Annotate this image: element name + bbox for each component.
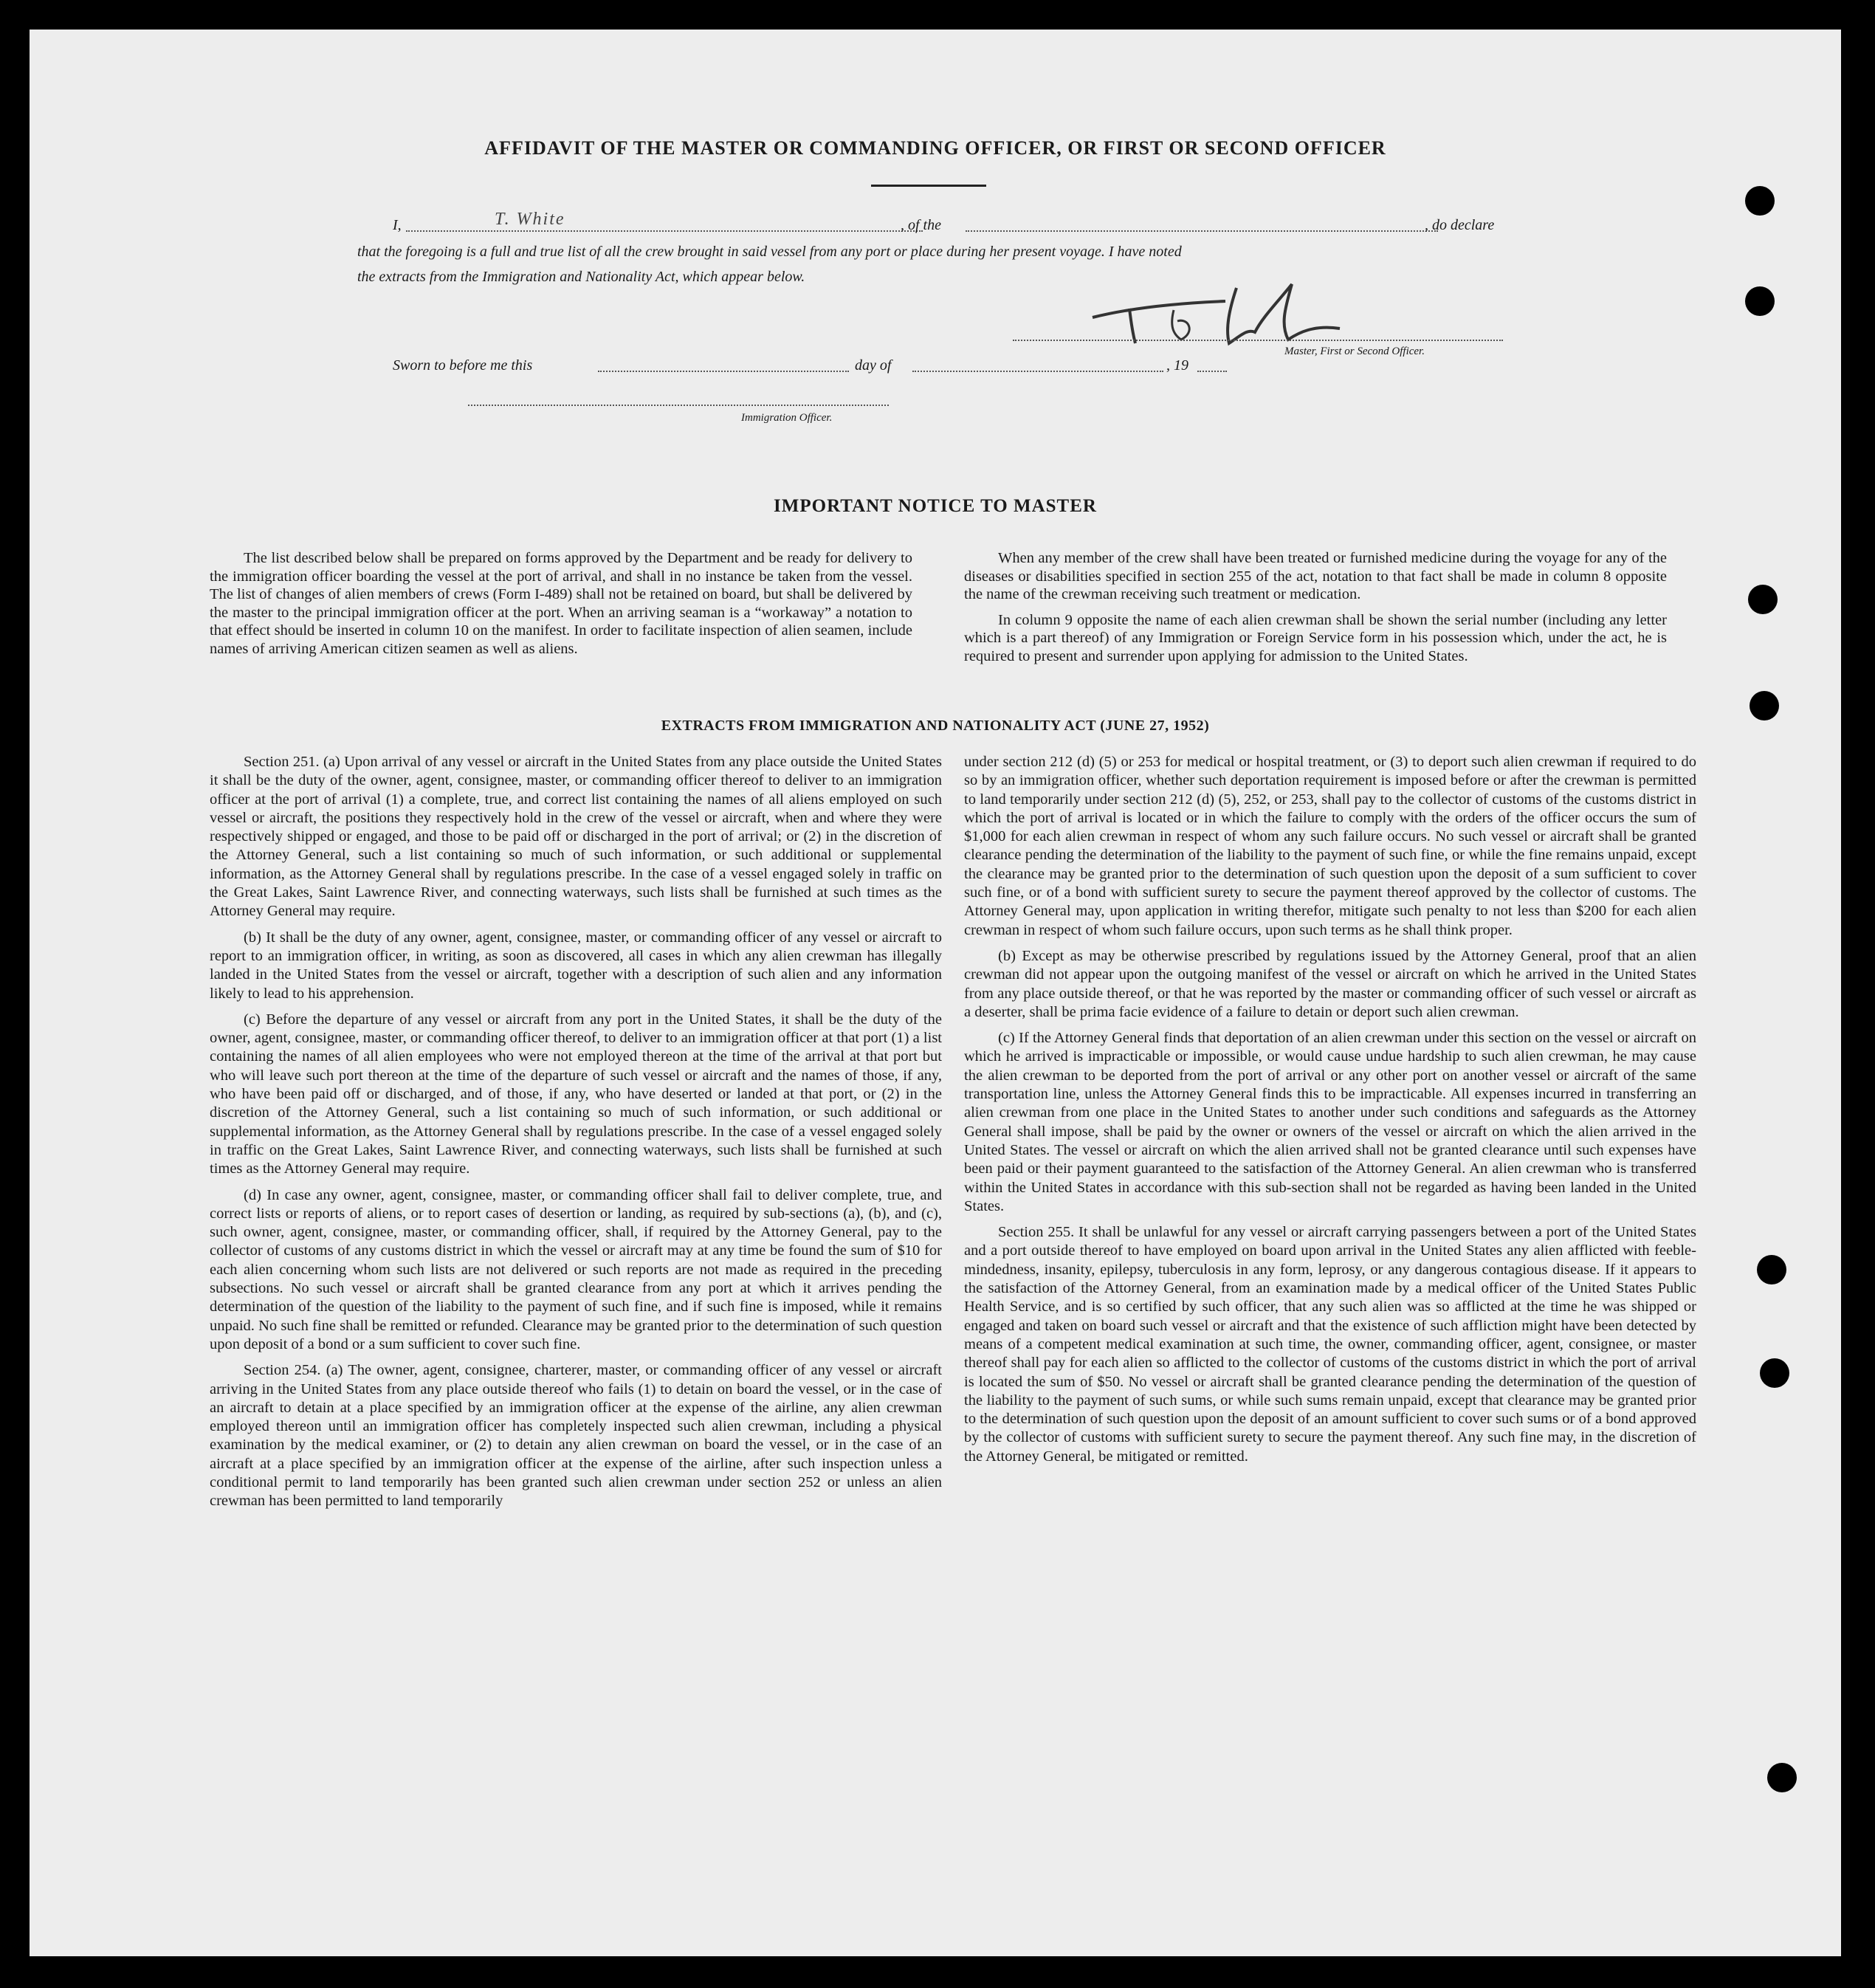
notice-title: IMPORTANT NOTICE TO MASTER bbox=[774, 496, 1097, 516]
punch-hole bbox=[1748, 585, 1778, 614]
day-of-label: day of bbox=[855, 357, 892, 374]
notice-left-paragraph: The list described below shall be prepared on forms approved by the Department and be ready for delivery to the immigration officer boarding the vessel at the port of arrival, and shall in no instance be taken from the vessel. The list of changes of alien members of crews (Form I-489) shall not be retained on board, but shall be delivered by the master to the principal immigration officer at the port. When an arriving seaman is a “workaway” a notation to that effect should be inserted in column 10 on the manifest. In order to facilitate inspection of alien seamen, include names of arriving American citizen seamen as well as aliens. bbox=[210, 550, 912, 657]
signature-line[interactable] bbox=[1013, 340, 1503, 341]
punch-hole bbox=[1757, 1255, 1786, 1284]
section-251-d: (d) In case any owner, agent, consignee, master, or commanding officer shall fail to deliver complete, true, and correct lists or reports of aliens, or to report cases of desertion or landing, as required by sub-sections (a), (b), and (c), such owner, agent, consignee, master, or commanding officer, shall, if required by the Attorney General, pay to the collector of customs of any customs district in which the vessel or aircraft may at any time be found the sum of $10 for each alien concerning whom such lists are not delivered or such reports are not made as required in the preceding subsections. No such vessel or aircraft shall be granted clearance from any port at which it arrives pending the determination of the question of the liability to the payment of such fine, and if such fine is imposed, while it remains unpaid. No such fine shall be remitted or refunded. Clearance may be granted prior to the determination of such question upon deposit of a bond or a sum sufficient to cover such fine. bbox=[210, 1186, 942, 1352]
do-declare-label: , do declare bbox=[1425, 217, 1495, 233]
signature-caption: Master, First or Second Officer. bbox=[1284, 345, 1425, 357]
punch-hole bbox=[1750, 691, 1779, 720]
i-label: I, bbox=[393, 217, 402, 233]
document-page bbox=[30, 30, 1841, 1956]
title-rule bbox=[871, 185, 986, 187]
notice-right-paragraph-1: When any member of the crew shall have been treated or furnished medicine during the voyage for any of the diseases or disabilities specified in section 255 of the act, notation to that fact shall be made in column 8 opposite the name of the crewman receiving such treatment or medication. bbox=[964, 550, 1667, 603]
section-254-a: Section 254. (a) The owner, agent, consignee, charterer, master, or commanding officer of any vessel or aircraft arriving in the United States from any place outside thereof who fails (1) to detain on board the vessel, or in the case of an aircraft to detain at a place specified by an immigration officer at the expense of the airline, any alien crewman employed thereon until an immigration officer has completely inspected such alien crewman, including a physical examination by the medical examiner, or (2) to detain any alien crewman on board the vessel, or in the case of an aircraft at a place specified by an immigration officer at the expense of the airline, after such inspection unless a conditional permit to land temporarily has been granted such alien crewman under section 252 or unless an alien crewman has been permitted to land temporarily bbox=[210, 1362, 942, 1510]
sworn-label: Sworn to before me this bbox=[393, 357, 533, 374]
section-251-c: (c) Before the departure of any vessel or aircraft from any port in the United States, it shall be the duty of the owner, agent, consignee, master, or commanding officer thereof, to deliver to an immigration officer at that port (1) a list containing the names of all alien employees who were not employed thereon at the time of the arrival at that port but who will leave such port thereon at the time of the departure of such vessel or aircraft and the names of those, if any, who have been paid off or discharged, and of those, if any, who have deserted or landed at that port, or (2) in the discretion of the Attorney General, such a list containing so much of such information, or such additional or supplemental information, as the Attorney General shall by regulations prescribe. In the case of a vessel engaged solely in traffic on the Great Lakes, Saint Lawrence River, and connecting waterways, such lists shall be furnished at such times as the Attorney General may require. bbox=[210, 1011, 942, 1177]
punch-hole bbox=[1767, 1763, 1797, 1792]
year-label: , 19 bbox=[1166, 357, 1188, 374]
vessel-field[interactable] bbox=[966, 230, 1438, 232]
section-254-a-continued: under section 212 (d) (5) or 253 for medical or hospital treatment, or (3) to deport such alien crewman if required to do so by an immigration officer, whether such deportation requirement is imposed before or after the crewman is permitted to land temporarily under section 212 (d) (5), 252, or 253, shall pay to the collector of customs of the customs district in which the port of arrival is located or in which the failure to comply with the orders of the officer occurs the sum of $1,000 for each alien crewman in respect of whom any such failure occurs. No such vessel or aircraft shall be granted clearance pending the determination of the liability to the payment of such fine, or while the fine remains unpaid, except the clearance may be granted prior to the determination of such question upon the deposit of a sum sufficient to cover such fine, or of a bond with sufficient surety to secure the payment thereof approved by the collector of customs. The Attorney General may, upon application in writing therefor, mitigate such penalty to not less than $200 for each alien crewman in respect of whom such failure occurs, upon such terms as he shall think proper. bbox=[964, 754, 1696, 938]
section-251-a: Section 251. (a) Upon arrival of any vessel or aircraft in the United States from any place outside the United States it shall be the duty of the owner, agent, consignee, master, or commanding officer thereof to deliver to an immigration officer at the port of arrival (1) a complete, true, and correct list containing the names of all aliens employed on such vessel or aircraft, the positions they respectively hold in the crew of the vessel or aircraft, when and where they were respectively shipped or engaged, and those to be paid off or discharged in the port of arrival; or (2) in the discretion of the Attorney General, such a list containing so much of such information, or such additional or supplemental information, as the Attorney General shall by regulations prescribe. In the case of a vessel engaged solely in traffic on the Great Lakes, Saint Lawrence River, and connecting waterways, such lists shall be furnished at such times as the Attorney General may require. bbox=[210, 754, 942, 920]
handwritten-name: T. White bbox=[495, 210, 565, 229]
section-254-b: (b) Except as may be otherwise prescribed by regulations issued by the Attorney General, proof that an alien crewman did not appear upon the outgoing manifest of the vessel or aircraft on which he arrived in the United States from any place outside thereof, or that he was reported by the master or commanding officer of such vessel or aircraft as a deserter, shall be prima facie evidence of a failure to detain or deport such alien crewman. bbox=[964, 947, 1696, 1020]
section-255: Section 255. It shall be unlawful for any vessel or aircraft carrying passengers between a port of the United States and a port outside thereof to have employed on board upon arrival in the United States any alien afflicted with feeble-mindedness, insanity, epilepsy, tuberculosis in any form, leprosy, or any dangerous contagious disease. If it appears to the satisfaction of the Attorney General, from an examination made by a medical officer of the United States Public Health Service, and is so certified by such officer, that any such alien was so afflicted at the time he was shipped or engaged and taken on board such vessel or aircraft and that the existence of such affliction might have been detected by means of a competent medical examination at such time, the owner, commanding officer, agent, consignee, or master thereof shall pay for each alien so afflicted to the collector of customs of the customs district in which the port of arrival is located the sum of $50. No vessel or aircraft shall be granted clearance pending the determination of the question of the liability to the payment of such sums, or while such sums remain unpaid, except that clearance may be granted prior to the determination of such question upon the deposit of an amount sufficient to cover such sums or of a bond approved by the collector of customs with sufficient surety to secure the payment thereof. Any such fine may, in the discretion of the Attorney General, be mitigated or remitted. bbox=[964, 1224, 1696, 1465]
affidavit-line-2: that the foregoing is a full and true list of all the crew brought in said vessel from any port or place during her present voyage. I have noted bbox=[357, 244, 1182, 260]
section-254-c: (c) If the Attorney General finds that deportation of an alien crewman under this section on the vessel or aircraft on which he arrived is impracticable or impossible, or would cause undue hardship to such alien crewman, he may cause the alien crewman to be deported from the port of arrival or any other port on another vessel or aircraft of the same transportation line, unless the Attorney General finds this to be impracticable. All expenses incurred in transferring an alien crewman from one place in the United States to another under such conditions and safeguards as the Attorney General shall impose, shall be paid by the owner or owners of the vessel or aircraft on which the alien arrived in the United States. The vessel or aircraft on which the alien arrived shall not be granted clearance until such expenses have been paid or their payment guaranteed to the satisfaction of the Attorney General. An alien crewman who is transferred within the United States in accordance with this sub-section shall not be regarded as having been landed in the United States. bbox=[964, 1030, 1696, 1214]
punch-hole bbox=[1745, 286, 1775, 316]
extracts-right-column bbox=[964, 753, 1696, 1473]
notice-right-paragraph-2: In column 9 opposite the name of each alien crewman shall be shown the serial number (including any letter which is a part thereof) of any Immigration or Foreign Service form in his possession which, under the act, he is required to present and surrender upon applying for admission to the United States. bbox=[964, 611, 1667, 664]
sworn-day-field[interactable] bbox=[598, 371, 849, 372]
officer-signature-line[interactable] bbox=[468, 405, 889, 406]
of-the-label: , of the bbox=[901, 217, 941, 233]
notice-right bbox=[964, 549, 1667, 673]
notice-left bbox=[210, 549, 912, 666]
extracts-title: EXTRACTS FROM IMMIGRATION AND NATIONALITY ACT (JUNE 27, 1952) bbox=[661, 718, 1210, 734]
officer-caption: Immigration Officer. bbox=[741, 412, 833, 424]
punch-hole bbox=[1745, 186, 1775, 216]
signature bbox=[1078, 273, 1358, 354]
name-field[interactable] bbox=[406, 230, 923, 232]
section-251-b: (b) It shall be the duty of any owner, agent, consignee, master, or commanding officer of any vessel or aircraft to report to an immigration officer, in writing, as soon as discovered, all cases in which any alien crewman has illegally landed in the United States from the vessel or aircraft, together with a description of such alien and any information likely to lead to his apprehension. bbox=[210, 929, 942, 1002]
punch-hole bbox=[1760, 1358, 1789, 1388]
sworn-month-field[interactable] bbox=[912, 371, 1163, 372]
affidavit-title: AFFIDAVIT OF THE MASTER OR COMMANDING OFFICER, OR FIRST OR SECOND OFFICER bbox=[484, 137, 1386, 159]
affidavit-line-3: the extracts from the Immigration and Nationality Act, which appear below. bbox=[357, 269, 805, 285]
extracts-left-column bbox=[210, 753, 942, 1518]
sworn-year-field[interactable] bbox=[1197, 371, 1227, 372]
